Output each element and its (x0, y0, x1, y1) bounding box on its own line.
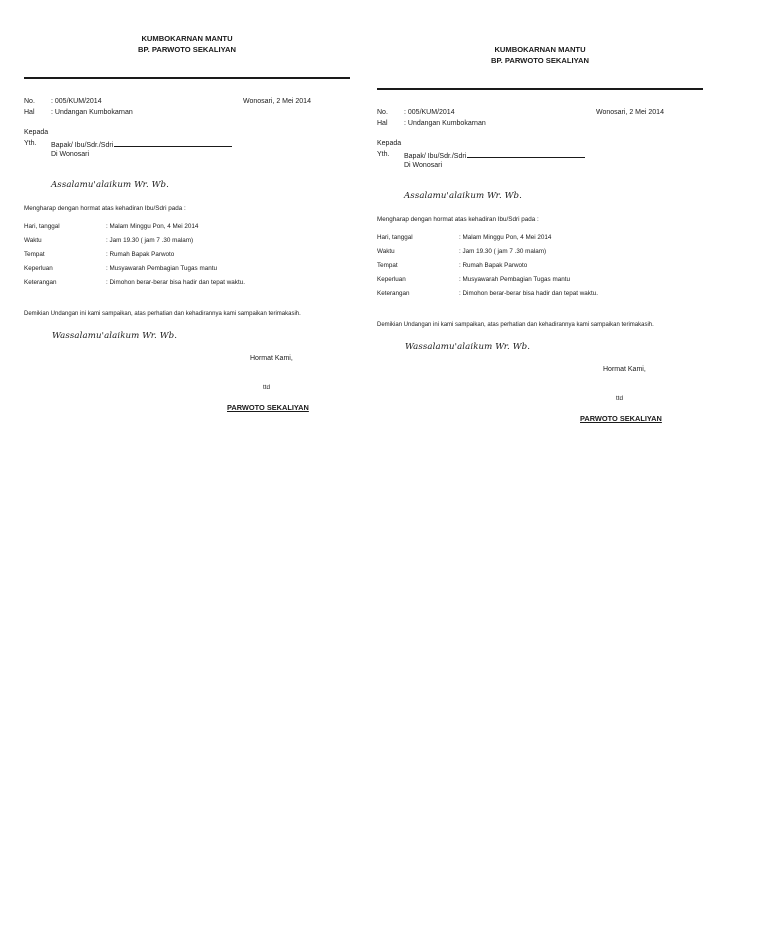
detail-value: : Jam 19.30 ( jam 7 .30 malam) (106, 237, 194, 244)
invitation-letter-left (24, 34, 354, 412)
signatory-name: PARWOTO SEKALIYAN (580, 414, 662, 423)
detail-value: : Malam Minggu Pon, 4 Mei 2014 (459, 234, 552, 241)
recipient-text: Bapak/ Ibu/Sdr./Sdri (404, 153, 467, 160)
detail-value: : Dimohon berar-berar bisa hadir dan tepat waktu. (106, 279, 245, 286)
detail-value: : Malam Minggu Pon, 4 Mei 2014 (106, 223, 199, 230)
hormat-kami: Hormat Kami, (250, 355, 293, 362)
opening-greeting: Assalamu'alaikum Wr. Wb. (51, 180, 169, 190)
header-divider (24, 77, 350, 79)
date-text: Wonosari, 2 Mei 2014 (596, 109, 664, 116)
detail-value: : Musyawarah Pembagian Tugas mantu (459, 276, 570, 283)
no-label: No. (377, 109, 388, 116)
detail-label: Hari, tanggal (24, 223, 60, 230)
hal-value: : Undangan Kumbokarnan (51, 109, 133, 116)
detail-label: Keterangan (24, 279, 57, 286)
closing-text: Demikian Undangan ini kami sampaikan, atas perhatian dan kehadirannya kami sampaikan terimakasih. (377, 322, 654, 328)
ttd-mark: ttd (263, 384, 271, 391)
invitation-letter-right (377, 45, 707, 423)
no-value: : 005/KUM/2014 (404, 109, 455, 116)
header-subtitle: BP. PARWOTO SEKALIYAN (138, 45, 236, 54)
detail-value: : Rumah Bapak Parwoto (459, 262, 528, 269)
kepada-label: Kepada (24, 129, 49, 136)
recipient-blank-line (467, 151, 585, 158)
yth-value (51, 140, 232, 149)
hormat-kami: Hormat Kami, (603, 366, 646, 373)
detail-label: Hari, tanggal (377, 234, 413, 241)
yth-label: Yth. (377, 151, 390, 158)
date-text: Wonosari, 2 Mei 2014 (243, 98, 311, 105)
detail-value: : Rumah Bapak Parwoto (106, 251, 175, 258)
recipient-city: Di Wonosari (404, 162, 442, 169)
recipient-city: Di Wonosari (51, 151, 89, 158)
hal-label: Hal (377, 120, 388, 127)
closing-greeting: Wassalamu'alaikum Wr. Wb. (405, 342, 531, 352)
closing-text: Demikian Undangan ini kami sampaikan, atas perhatian dan kehadirannya kami sampaikan terimakasih. (24, 311, 301, 317)
kepada-label: Kepada (377, 140, 402, 147)
no-value: : 005/KUM/2014 (51, 98, 102, 105)
yth-value (404, 151, 585, 160)
header-title: KUMBOKARNAN MANTU (141, 34, 233, 43)
detail-value: : Jam 19.30 ( jam 7 .30 malam) (459, 248, 547, 255)
detail-label: Waktu (377, 248, 395, 255)
recipient-blank-line (114, 140, 232, 147)
recipient-text: Bapak/ Ibu/Sdr./Sdri (51, 142, 114, 149)
detail-label: Keterangan (377, 290, 410, 297)
yth-label: Yth. (24, 140, 37, 147)
closing-greeting: Wassalamu'alaikum Wr. Wb. (52, 331, 178, 341)
detail-value: : Dimohon berar-berar bisa hadir dan tepat waktu. (459, 290, 598, 297)
ttd-mark: ttd (616, 395, 624, 402)
signatory-name: PARWOTO SEKALIYAN (227, 403, 309, 412)
header-divider (377, 88, 703, 90)
detail-label: Keperluan (24, 265, 53, 272)
header-title: KUMBOKARNAN MANTU (494, 45, 586, 54)
no-label: No. (24, 98, 35, 105)
hal-label: Hal (24, 109, 35, 116)
detail-label: Tempat (24, 251, 45, 258)
hal-value: : Undangan Kumbokarnan (404, 120, 486, 127)
opening-greeting: Assalamu'alaikum Wr. Wb. (404, 191, 522, 201)
detail-label: Keperluan (377, 276, 406, 283)
intro-text: Mengharap dengan hormat atas kehadiran Ibu/Sdri pada : (377, 216, 539, 223)
detail-label: Tempat (377, 262, 398, 269)
detail-label: Waktu (24, 237, 42, 244)
intro-text: Mengharap dengan hormat atas kehadiran Ibu/Sdri pada : (24, 205, 186, 212)
detail-value: : Musyawarah Pembagian Tugas mantu (106, 265, 217, 272)
header-subtitle: BP. PARWOTO SEKALIYAN (491, 56, 589, 65)
